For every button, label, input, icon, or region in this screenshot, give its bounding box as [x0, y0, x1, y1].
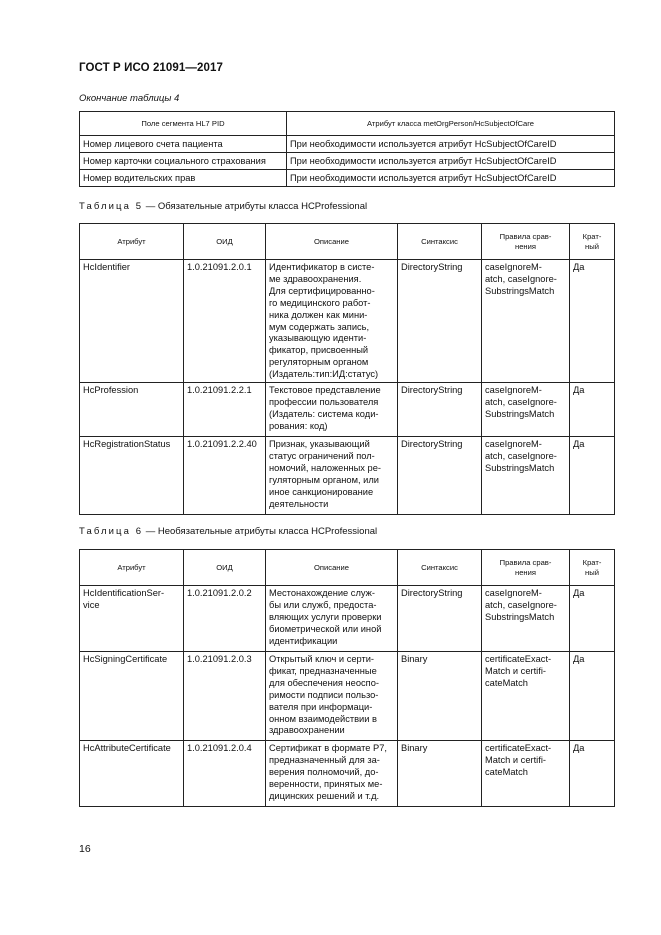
table5-cell-oid: 1.0.21091.2.0.1: [184, 260, 266, 383]
table5-header-oid: ОИД: [184, 224, 266, 260]
table4-header-attribute: Атрибут класса metOrgPerson/HcSubjectOfCare: [287, 112, 615, 136]
table-row: [80, 741, 615, 807]
table-row: [80, 170, 615, 187]
table5-cell-multivalued: Да: [570, 383, 615, 437]
table5-header-matching-rules: Правила срав- нения: [482, 224, 570, 260]
table-row: [80, 383, 615, 437]
table6-cell-syntax: Binary: [398, 652, 482, 741]
table6-header-attribute: Атрибут: [80, 550, 184, 586]
table4-cell: Номер карточки социального страхования: [80, 153, 287, 170]
table5-cell-syntax: DirectoryString: [398, 260, 482, 383]
table5-cell-multivalued: Да: [570, 437, 615, 515]
table5-cell-oid: 1.0.21091.2.2.40: [184, 437, 266, 515]
table5-cell-description: Признак, указывающий статус ограничений пол- номочий, наложенных ре- гуляторным органом, или иное санкционирование деятельности: [266, 437, 398, 515]
table5-cell-matching-rules: caseIgnoreM- atch, caseIgnore- SubstringsMatch: [482, 260, 570, 383]
table6-caption: [79, 526, 377, 537]
table5-cell-syntax: DirectoryString: [398, 383, 482, 437]
table5-caption-label: Таблица 5: [79, 201, 144, 212]
table6-cell-oid: 1.0.21091.2.0.3: [184, 652, 266, 741]
table5-cell-description: Идентификатор в систе- ме здравоохранения. Для сертифицированно- го медицинского работ- ника должен как мини- мум содержать запись, указывающую иденти- фикатор, присвоенный регуляторным органом (Издатель:тип:ИД:статус): [266, 260, 398, 383]
table5-header-multivalued: Крат- ный: [570, 224, 615, 260]
table6-header-matching-rules: Правила срав- нения: [482, 550, 570, 586]
table6-cell-oid: 1.0.21091.2.0.2: [184, 586, 266, 652]
table6-cell-syntax: DirectoryString: [398, 586, 482, 652]
table5-cell-description: Текстовое представление профессии пользователя (Издатель: система коди- рования: код): [266, 383, 398, 437]
table6-cell-multivalued: Да: [570, 652, 615, 741]
table-row: [80, 136, 615, 153]
table-row: [80, 153, 615, 170]
table6-header-multivalued: Крат- ный: [570, 550, 615, 586]
table6-cell-attribute: HcSigningCertificate: [80, 652, 184, 741]
table6-cell-multivalued: Да: [570, 741, 615, 807]
document-header: ГОСТ Р ИСО 21091—2017: [79, 62, 224, 74]
table5-header-syntax: Синтаксис: [398, 224, 482, 260]
table6-caption-label: Таблица 6: [79, 526, 144, 537]
table5-cell-attribute: HcProfession: [80, 383, 184, 437]
table4: [79, 111, 615, 187]
table6-caption-text: — Необязательные атрибуты класса HCProfessional: [143, 526, 378, 537]
table6-header-oid: ОИД: [184, 550, 266, 586]
page-number: 16: [79, 843, 91, 855]
table6-cell-multivalued: Да: [570, 586, 615, 652]
table6-header-row: [80, 550, 615, 586]
table4-caption: Окончание таблицы 4: [79, 93, 180, 104]
table5-header-row: [80, 224, 615, 260]
table5-caption-text: — Обязательные атрибуты класса HCProfessional: [143, 201, 368, 212]
table4-cell: Номер водительских прав: [80, 170, 287, 187]
table5: [79, 223, 615, 515]
table6-cell-description: Сертификат в формате P7, предназначенный для за- верения полномочий, до- веренности, принятых ме- дицинских решений и т.д.: [266, 741, 398, 807]
table5-cell-oid: 1.0.21091.2.2.1: [184, 383, 266, 437]
table6-cell-attribute: HcAttributeCertificate: [80, 741, 184, 807]
table6-cell-oid: 1.0.21091.2.0.4: [184, 741, 266, 807]
table5-cell-multivalued: Да: [570, 260, 615, 383]
table6-cell-description: Местонахождение служ- бы или служб, предоста- вляющих услуги проверки биометрической или иной идентификации: [266, 586, 398, 652]
table6-header-syntax: Синтаксис: [398, 550, 482, 586]
table6-cell-description: Открытый ключ и серти- фикат, предназначенные для обеспечения неоспо- римости подписи пользо- вателя при информаци- онном взаимодействии в здравоохранении: [266, 652, 398, 741]
table5-cell-syntax: DirectoryString: [398, 437, 482, 515]
table-row: [80, 586, 615, 652]
table5-header-description: Описание: [266, 224, 398, 260]
table4-cell: При необходимости используется атрибут HcSubjectOfCareID: [287, 136, 615, 153]
table6-cell-matching-rules: certificateExact- Match и certifi- cateMatch: [482, 652, 570, 741]
table-row: [80, 652, 615, 741]
table6-header-description: Описание: [266, 550, 398, 586]
table6-cell-matching-rules: caseIgnoreM- atch, caseIgnore- SubstringsMatch: [482, 586, 570, 652]
table5-cell-matching-rules: caseIgnoreM- atch, caseIgnore- SubstringsMatch: [482, 437, 570, 515]
table5-cell-attribute: HcRegistrationStatus: [80, 437, 184, 515]
table-row: [80, 260, 615, 383]
table4-header-field: Поле сегмента HL7 PID: [80, 112, 287, 136]
table6: [79, 549, 615, 807]
table4-cell: Номер лицевого счета пациента: [80, 136, 287, 153]
table-row: [80, 437, 615, 515]
table5-header-attribute: Атрибут: [80, 224, 184, 260]
table5-cell-matching-rules: caseIgnoreM- atch, caseIgnore- SubstringsMatch: [482, 383, 570, 437]
table5-cell-attribute: HcIdentifier: [80, 260, 184, 383]
table4-cell: При необходимости используется атрибут HcSubjectOfCareID: [287, 170, 615, 187]
table6-cell-syntax: Binary: [398, 741, 482, 807]
table6-cell-attribute: HcIdentificationSer- vice: [80, 586, 184, 652]
table4-cell: При необходимости используется атрибут HcSubjectOfCareID: [287, 153, 615, 170]
table5-caption: [79, 201, 367, 212]
table4-header-row: [80, 112, 615, 136]
table6-cell-matching-rules: certificateExact- Match и certifi- cateMatch: [482, 741, 570, 807]
